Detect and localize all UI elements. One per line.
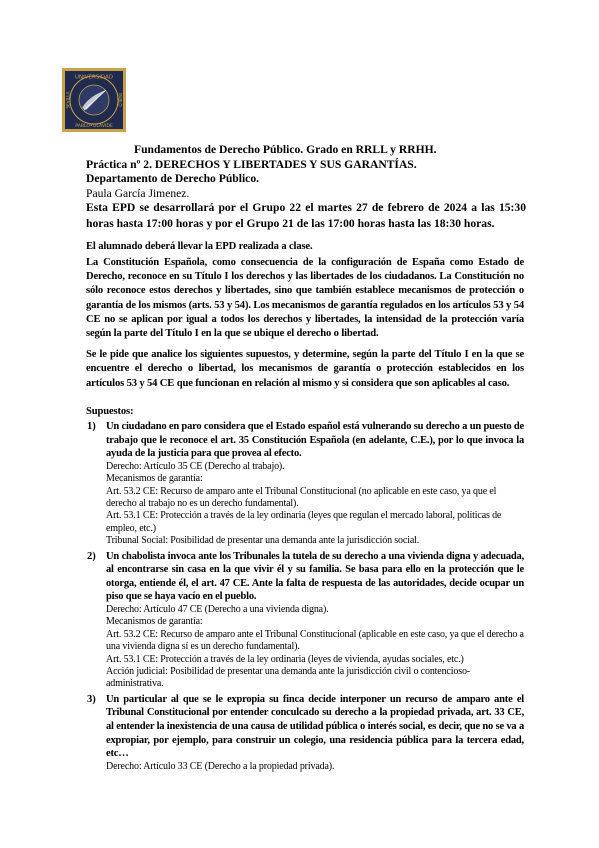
case-item <box>87 420 524 548</box>
case-answer-line: Derecho: Artículo 47 CE (Derecho a una vivienda digna). <box>106 604 329 615</box>
task-paragraph: Se le pide que analice los siguientes supuestos, y determine, según la parte del Título I en la que se encuentre el derecho o libertad, los mecanismos de garantía o protección establecidos en los artículos 53 y 54 CE que funcionan en relación al mismo y si considera que son aplicables al caso. <box>86 349 524 389</box>
case-question: Un particular al que se le expropia su finca decide interponer un recurso de amparo ante el Tribunal Constitucional por entender conculcado su derecho a la propiedad privada, art. 33 CE, al entender la inexistencia de una causa de utilidad pública o interés social, es decir, que no se va a expropiar, por ejemplo, para construir un colegio, una residencia pública para la tercera edad, etc… <box>106 693 524 760</box>
svg-text:SEVILLA: SEVILLA <box>65 91 71 109</box>
schedule: Esta EPD se desarrollará por el Grupo 22 el martes 27 de febrero de 2024 a las 15:30 horas hasta 17:00 horas y por el Grupo 21 de las 17:00 horas hasta las 18:30 horas. <box>86 201 526 230</box>
case-number: 2) <box>87 550 96 562</box>
intro-paragraph: La Constitución Española, como consecuencia de la configuración de España como Estado de Derecho, reconoce en su Título I los derechos y las libertades de los ciudadanos. La Constitución no sólo reconoce estos derechos y libertades, sino que también establece mecanismos de protección o garantía de los mismos (arts. 53 y 54). Los mecanismos de garantía regulados en los artículos 53 y 54 CE no se aplican por igual a todos los derechos y libertades, la intensidad de la protección varía según la parte del Título I en la que se ubique el derecho o libertad. <box>86 257 524 340</box>
case-answer-line: Mecanismos de garantía: <box>106 616 203 628</box>
case-answer-line: Acción judicial: Posibilidad de presentar una demanda ante la jurisdicción civil o contencioso-administrativa. <box>106 666 470 690</box>
case-answer-line: Derecho: Artículo 33 CE (Derecho a la propiedad privada). <box>106 760 335 772</box>
attendance-note: El alumnado deberá llevar la EPD realizada a clase. <box>86 241 313 252</box>
case-answer-line: Derecho: Artículo 35 CE (Derecho al trabajo). <box>106 460 285 472</box>
case-item <box>87 550 524 691</box>
university-logo <box>62 68 126 132</box>
author: Paula García Jimenez. <box>86 187 190 200</box>
svg-text:PABLO•OLAVIDE: PABLO•OLAVIDE <box>75 124 113 129</box>
case-item <box>87 693 524 773</box>
case-answer-line: Art. 53.2 CE: Recurso de amparo ante el Tribunal Constitucional (no aplicable en este caso, ya que el derecho al trabajo no es un derecho fundamental). <box>106 485 497 509</box>
practice-title: Práctica nº 2. DERECHOS Y LIBERTADES Y SUS GARANTÍAS. <box>86 158 417 171</box>
case-number: 1) <box>87 421 96 432</box>
case-answer-line: Art. 53.2 CE: Recurso de amparo ante el Tribunal Constitucional (aplicable en este caso, ya que el derecho a una vivienda digna sí es un derecho fundamental). <box>106 628 524 653</box>
cases-title: Supuestos: <box>86 406 134 417</box>
course-title: Fundamentos de Derecho Público. Grado en RRLL y RRHH. <box>134 143 437 156</box>
svg-text:UNIVERSIDAD: UNIVERSIDAD <box>74 74 114 81</box>
cases-list <box>87 420 524 775</box>
case-number: 3) <box>87 693 96 705</box>
case-answer-line: Art. 53.1 CE: Protección a través de la ley ordinaria (leyes que regulan el mercado laboral, políticas de empleo, etc.) <box>106 510 502 534</box>
svg-text:PABLO: PABLO <box>117 93 123 107</box>
case-question: Un ciudadano en paro considera que el Estado español está vulnerando su derecho a un puesto de trabajo que le reconoce el art. 35 Constitución Española (en adelante, C.E.), por lo que invoca la ayuda de la justicia para que provea al efecto. <box>106 421 524 460</box>
case-answer-line: Mecanismos de garantía: <box>106 473 203 485</box>
department: Departamento de Derecho Público. <box>86 172 260 185</box>
case-question: Un chabolista invoca ante los Tribunales la tutela de su derecho a una vivienda digna y adecuada, al encontrarse sin casa en la que vivir él y su familia. Se basa para ello en la protección que le otorga, entiende él, el art. 47 CE. Ante la falta de respuesta de las autoridades, decide ocupar un piso que se haya vacío en el pueblo. <box>106 550 524 603</box>
case-answer-line: Art. 53.1 CE: Protección a través de la ley ordinaria (leyes de vivienda, ayudas sociales, etc.) <box>106 653 464 665</box>
case-answer-line: Tribunal Social: Posibilidad de presentar una demanda ante la jurisdicción social. <box>106 535 420 547</box>
